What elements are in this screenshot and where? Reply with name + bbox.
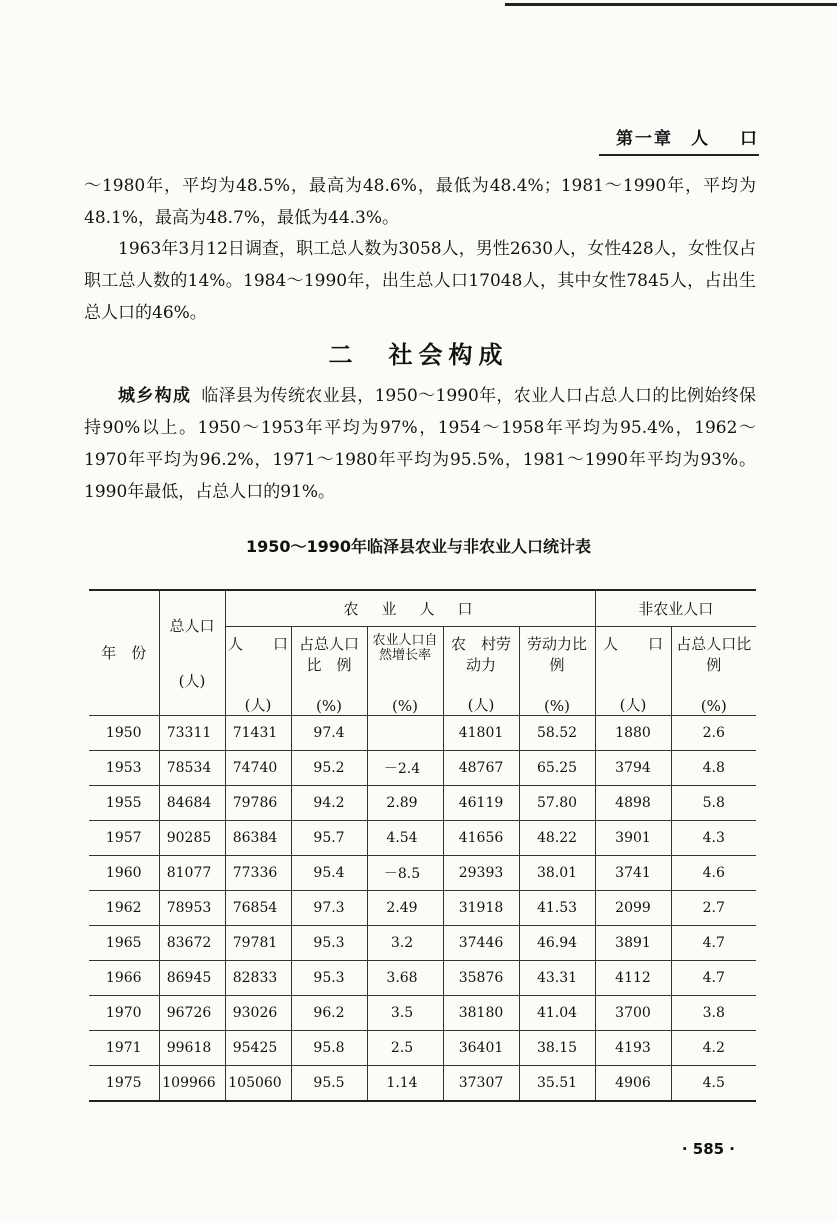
table-cell: 77336 [225,855,291,890]
table-cell: 1953 [89,750,159,785]
header-labor-ratio-unit: (%) [544,696,570,715]
table-cell: 95.3 [291,960,367,995]
table-cell: －2.4 [367,750,443,785]
table-cell: 95.7 [291,820,367,855]
header-nonagri-pop [595,626,671,715]
chapter-word-2: 口 [740,129,759,149]
table-cell: 38.01 [519,855,595,890]
table-cell: 4.3 [671,820,756,855]
table-cell: 3700 [595,995,671,1030]
table-cell: 96726 [159,995,225,1030]
table-cell: 97.4 [291,715,367,750]
header-labor [443,626,519,715]
header-natural-growth-label: 农业人口自然增长率 [372,632,438,663]
table-cell: 4906 [595,1065,671,1101]
table-cell: 37307 [443,1065,519,1101]
table-cell: 4898 [595,785,671,820]
header-agri-pop [225,626,291,715]
table-cell: 4.5 [671,1065,756,1101]
table-cell: 2.6 [671,715,756,750]
header-nonagri-ratio [671,626,767,715]
table-cell: 1971 [89,1030,159,1065]
header-labor-ratio-label: 劳动力比 例 [526,634,603,674]
table-cell: 1880 [595,715,671,750]
table-cell: 1970 [89,995,159,1030]
table-cell: 4.6 [671,855,756,890]
table-row [89,1030,756,1065]
table-cell: 3901 [595,820,671,855]
table-cell: 3.2 [367,925,443,960]
table-cell: 3741 [595,855,671,890]
paragraph-1: ～1980年，平均为48.5%，最高为48.6%，最低为48.4%；1981～1990年，平均为48.1%，最高为48.7%，最低为44.3%。 [84,176,756,228]
table-cell: 43.31 [519,960,595,995]
table-row [89,995,756,1030]
header-nonagri-ratio-label: 占总人口比 例 [676,634,767,674]
header-nonagri-pop-label: 人 口 [602,634,663,653]
table-cell: 73311 [159,715,225,750]
table-cell: 84684 [159,785,225,820]
table-cell: 4.7 [671,925,756,960]
table-cell: 1960 [89,855,159,890]
table-cell: 95.5 [291,1065,367,1101]
table-title: 1950～1990年临泽县农业与非农业人口统计表 [245,537,592,556]
table-cell: 81077 [159,855,225,890]
chapter-label: 第一章 [616,129,673,149]
table-cell [367,715,443,750]
header-year: 年 份 [89,590,159,715]
table-cell: 41.04 [519,995,595,1030]
table-cell: 4.54 [367,820,443,855]
chapter-word-1: 人 [691,129,710,149]
table-cell: 1955 [89,785,159,820]
header-labor-unit: (人) [467,695,495,714]
table-cell: 37446 [443,925,519,960]
table-row [89,960,756,995]
table-row [89,1065,756,1101]
table-cell: 82833 [225,960,291,995]
table-cell: 41801 [443,715,519,750]
table-cell: 105060 [225,1065,291,1101]
table-cell: 31918 [443,890,519,925]
table-cell: 95.2 [291,750,367,785]
table-cell: 96.2 [291,995,367,1030]
table-row [89,890,756,925]
table-row [89,715,756,750]
table-cell: －8.5 [367,855,443,890]
table-cell: 35876 [443,960,519,995]
table-cell: 38180 [443,995,519,1030]
header-natural-growth [367,626,443,715]
table-cell: 46119 [443,785,519,820]
table-cell: 41656 [443,820,519,855]
table-cell: 1.14 [367,1065,443,1101]
table-row [89,785,756,820]
section-heading [0,335,837,370]
table-cell: 74740 [225,750,291,785]
population-table [89,589,767,1102]
table-cell: 2.7 [671,890,756,925]
table-cell: 4112 [595,960,671,995]
header-total-unit: (人) [178,671,206,690]
header-agri-pop-label: 人 口 [227,634,288,653]
table-cell: 1975 [89,1065,159,1101]
table-cell: 38.15 [519,1030,595,1065]
table-cell: 2099 [595,890,671,925]
running-header [599,124,759,156]
table-cell: 2.5 [367,1030,443,1065]
header-agri-ratio [291,626,367,715]
table-cell: 1966 [89,960,159,995]
table-cell: 97.3 [291,890,367,925]
header-agri-group: 农 业 人 口 [225,590,595,626]
table-row [89,855,756,890]
table-cell: 36401 [443,1030,519,1065]
table-cell: 1950 [89,715,159,750]
paragraph-3 [84,380,756,508]
table-cell: 65.25 [519,750,595,785]
table-cell: 95.3 [291,925,367,960]
table-row [89,925,756,960]
table-cell: 4193 [595,1030,671,1065]
table-cell: 93026 [225,995,291,1030]
table-cell: 71431 [225,715,291,750]
header-labor-label: 农 村劳动力 [450,634,511,674]
header-total [159,590,225,715]
table-cell: 1962 [89,890,159,925]
table-cell: 2.49 [367,890,443,925]
table-cell: 1957 [89,820,159,855]
header-nonagri-group: 非农业人口 [595,590,756,626]
table-cell: 79781 [225,925,291,960]
table-cell: 99618 [159,1030,225,1065]
table-cell: 76854 [225,890,291,925]
table-cell: 3.68 [367,960,443,995]
table-cell: 4.7 [671,960,756,995]
table-cell: 2.89 [367,785,443,820]
table-cell: 35.51 [519,1065,595,1101]
paragraph-2: 1963年3月12日调查，职工总人数为3058人，男性2630人，女性428人，女性仅占职工总人数的14%。1984～1990年，出生总人口17048人，其中女性7845人，占出生总人口的46%。 [84,239,756,323]
table-cell: 4.2 [671,1030,756,1065]
table-cell: 48767 [443,750,519,785]
header-total-label: 总人口 [169,616,215,635]
table-cell: 94.2 [291,785,367,820]
table-cell: 48.22 [519,820,595,855]
table-cell: 5.8 [671,785,756,820]
table-cell: 78534 [159,750,225,785]
top-rule [505,3,837,6]
header-natural-growth-unit: (%) [392,696,418,715]
section-number: 二 [328,340,359,369]
header-agri-pop-unit: (人) [244,695,272,714]
table-cell: 86384 [225,820,291,855]
header-nonagri-ratio-unit: (%) [700,696,727,715]
page-number: · 585 · [681,1140,735,1158]
table-cell: 78953 [159,890,225,925]
table-cell: 1965 [89,925,159,960]
table-cell: 95.8 [291,1030,367,1065]
table-cell: 86945 [159,960,225,995]
table-cell: 58.52 [519,715,595,750]
table-cell: 79786 [225,785,291,820]
table-cell: 29393 [443,855,519,890]
section-title: 社会构成 [388,340,509,369]
table-cell: 3891 [595,925,671,960]
table-cell: 83672 [159,925,225,960]
paragraph-3-text: 临泽县为传统农业县，1950～1990年，农业人口占总人口的比例始终保持90%以上。1950～1953年平均为97%，1954～1958年平均为95.4%，1962～1970年平均为96.2%，1971～1980年平均为95.5%，1981～1990年平均为93%。1990年最低，占总人口的91%。 [84,386,756,502]
table-cell: 57.80 [519,785,595,820]
header-agri-ratio-label: 占总人口比 例 [298,634,359,674]
table-cell: 90285 [159,820,225,855]
table-cell: 41.53 [519,890,595,925]
table-cell: 109966 [159,1065,225,1101]
table-cell: 3794 [595,750,671,785]
table-cell: 46.94 [519,925,595,960]
table-cell: 95425 [225,1030,291,1065]
table-cell: 95.4 [291,855,367,890]
header-labor-ratio [519,626,603,715]
paragraph-3-lead: 城乡构成 [118,386,192,406]
table-cell: 3.8 [671,995,756,1030]
table-cell: 3.5 [367,995,443,1030]
table-row [89,820,756,855]
table-row [89,750,756,785]
header-nonagri-pop-unit: (人) [619,695,647,714]
table-cell: 4.8 [671,750,756,785]
header-agri-ratio-unit: (%) [316,696,342,715]
